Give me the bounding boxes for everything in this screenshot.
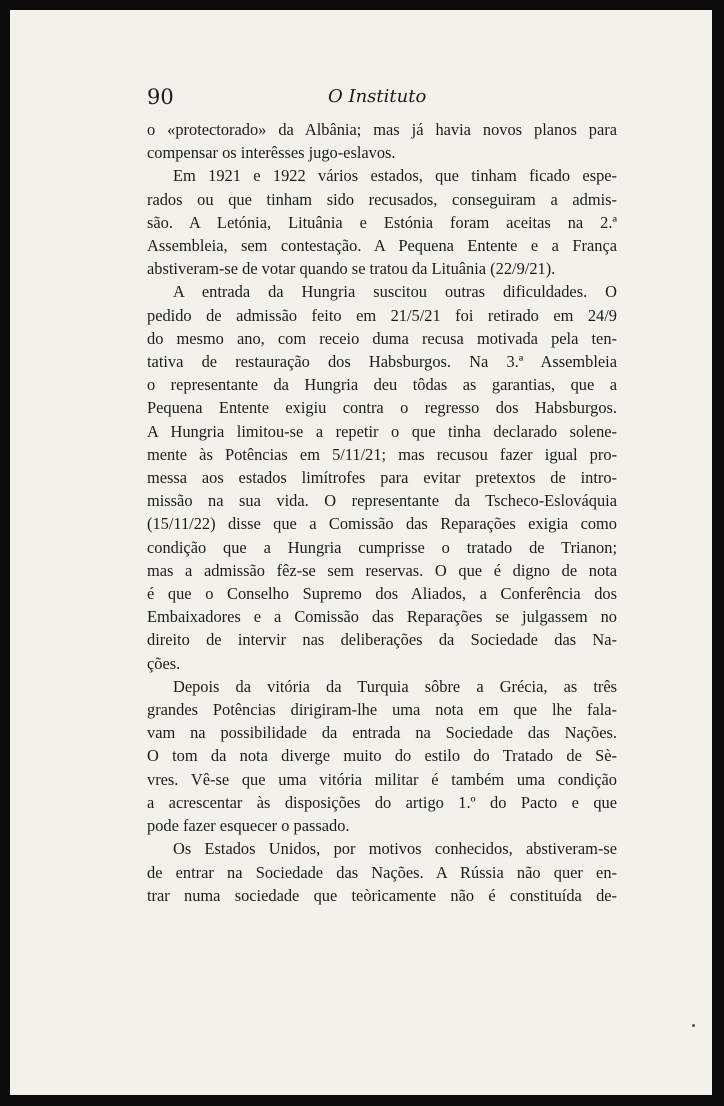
text-line: O tom da nota diverge muito do estilo do Tratado de Sè- [147,746,617,766]
text-line: mente às Potências em 5/11/21; mas recusou fazer igual pro- [147,444,617,464]
text-line: vres. Vê-se que uma vitória militar é também uma condição [147,769,617,789]
text-line: A entrada da Hungria suscitou outras dificuldades. O [173,282,617,302]
text-line: Embaixadores e a Comissão das Reparações se julgassem no [147,607,617,627]
text-line: o representante da Hungria deu tôdas as garantias, que a [147,375,617,395]
text-line: messa aos estados limítrofes para evitar pretextos de intro- [147,468,617,488]
running-title: O Instituto [328,86,427,107]
paper-speck [692,1024,695,1027]
text-line: Assembleia, sem contestação. A Pequena Entente e a França [147,236,617,256]
text-line: compensar os interêsses jugo-eslavos. [147,143,396,163]
text-line: Em 1921 e 1922 vários estados, que tinham ficado espe- [173,166,617,186]
book-page [10,10,712,1095]
text-line: o «protectorado» da Albânia; mas já havia novos planos para [147,120,617,139]
text-line: tativa de restauração dos Habsburgos. Na 3.ª Assembleia [147,352,617,372]
paragraph [147,118,617,164]
text-line: pode fazer esquecer o passado. [147,816,350,836]
text-line: trar numa sociedade que teòricamente não é constituída de- [147,885,617,905]
text-line: A Hungria limitou-se a repetir o que tinha declarado solene- [147,421,617,441]
text-line: de entrar na Sociedade das Nações. A Rússia não quer en- [147,862,617,882]
text-line: grandes Potências dirigiram-lhe uma nota em que lhe fala- [147,700,617,720]
text-line: Pequena Entente exigiu contra o regresso dos Habsburgos. [147,398,617,418]
paragraph [147,164,617,280]
text-line: vam na possibilidade da entrada na Sociedade das Nações. [147,723,617,743]
page-number: 90 [147,85,174,109]
text-line: missão na sua vida. O representante da Tscheco-Eslováquia [147,491,617,511]
text-line: mas a admissão fêz-se sem reservas. O que é digno de nota [147,560,617,580]
body-text [147,118,617,907]
paragraph [147,837,617,907]
text-line: ções. [147,653,181,673]
text-line: pedido de admissão feito em 21/5/21 foi retirado em 24/9 [147,305,617,325]
text-line: abstiveram-se de votar quando se tratou da Lituânia (22/9/21). [147,259,556,279]
text-line: Os Estados Unidos, por motivos conhecidos, abstiveram-se [173,839,617,859]
text-line: Depois da vitória da Turquia sôbre a Grécia, as três [173,676,617,696]
text-line: a acrescentar às disposições do artigo 1.º do Pacto e que [147,792,617,812]
paragraph [147,675,617,837]
text-line: do mesmo ano, com receio duma recusa motivada pela ten- [147,328,617,348]
text-line: (15/11/22) disse que a Comissão das Reparações exigia como [147,514,617,534]
text-line: rados ou que tinham sido recusados, conseguiram a admis- [147,189,617,209]
text-line: é que o Conselho Supremo dos Aliados, a Conferência dos [147,584,617,604]
text-line: direito de intervir nas deliberações da Sociedade das Na- [147,630,617,650]
text-line: condição que a Hungria cumprisse o tratado de Trianon; [147,537,617,557]
text-line: são. A Letónia, Lituânia e Estónia foram aceitas na 2.ª [147,212,617,232]
page-header [147,81,617,111]
paragraph [147,280,617,674]
